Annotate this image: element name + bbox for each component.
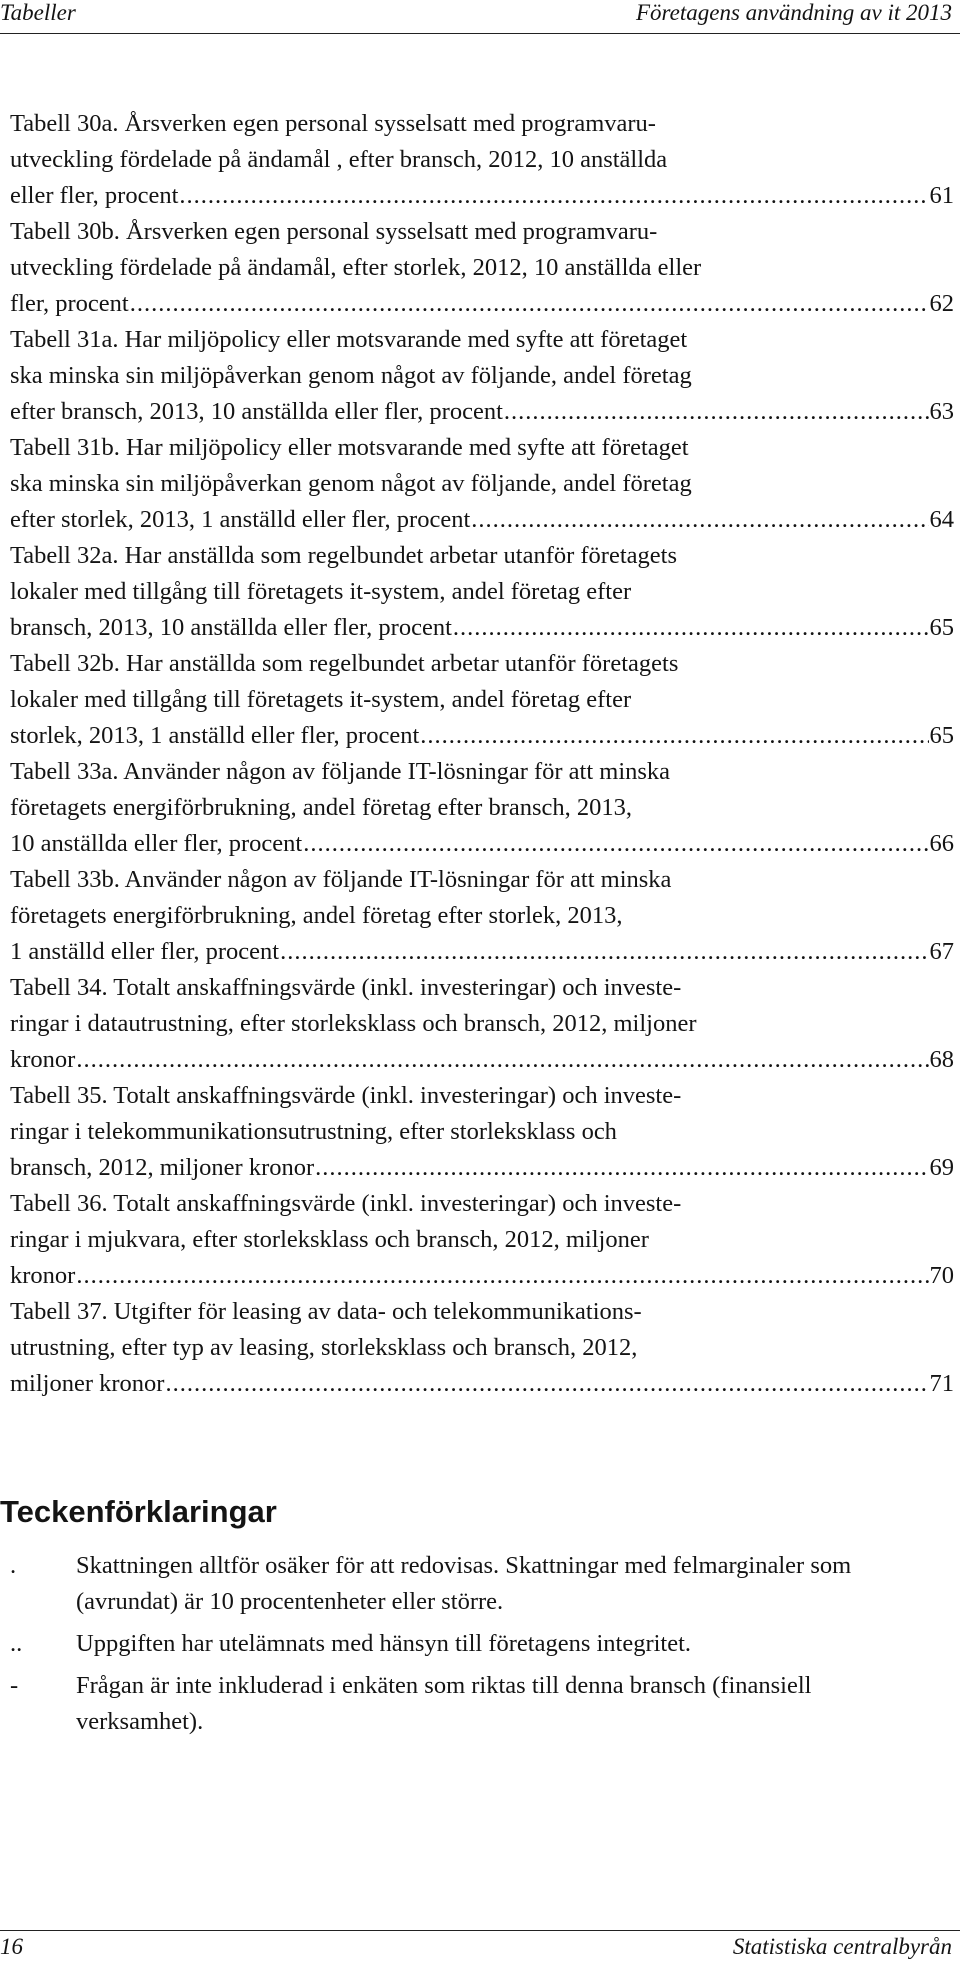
toc-entry-text: 10 anställda eller fler, procent (10, 830, 303, 857)
toc-entry-line: företagets energiförbrukning, andel företag efter storlek, 2013, (10, 902, 623, 929)
toc-entry-last-line (10, 826, 954, 862)
page-number: 16 (0, 1934, 23, 1959)
toc-entry-line: ska minska sin miljöpåverkan genom något av följande, andel företag (10, 362, 692, 389)
toc-entry-line: lokaler med tillgång till företagets it-system, andel företag efter (10, 578, 632, 605)
toc-entry-line: Tabell 32b. Har anställda som regelbundet arbetar utanför företagets (10, 650, 679, 677)
toc-entry-last-line (10, 1258, 954, 1294)
table-of-contents (10, 106, 954, 1402)
toc-entry[interactable] (10, 646, 954, 754)
toc-entry[interactable] (10, 430, 954, 538)
toc-entry-line: Tabell 33b. Använder någon av följande IT-lösningar för att minska (10, 866, 672, 893)
legend-title: Teckenförklaringar (0, 1494, 277, 1529)
legend-symbol: - (10, 1672, 19, 1699)
header-section-label: Tabeller (0, 0, 76, 25)
toc-dot-leader (179, 178, 928, 214)
toc-entry-text: fler, procent (10, 290, 129, 317)
toc-entry-line: utveckling fördelade på ändamål, efter storlek, 2012, 10 anställda eller (10, 254, 702, 281)
legend-description: Uppgiften har utelämnats med hänsyn till företagens integritet. (76, 1630, 692, 1657)
toc-entry-line: ringar i mjukvara, efter storleksklass och bransch, 2012, miljoner (10, 1226, 649, 1253)
toc-page-number[interactable]: 65 (929, 722, 954, 749)
toc-entry[interactable] (10, 214, 954, 322)
toc-dot-leader (165, 1366, 928, 1402)
toc-entry-line: Tabell 32a. Har anställda som regelbundet arbetar utanför företagets (10, 542, 677, 569)
toc-entry[interactable] (10, 862, 954, 970)
toc-page-number[interactable]: 65 (929, 614, 954, 641)
toc-dot-leader (471, 502, 928, 538)
toc-dot-leader (76, 1258, 928, 1294)
toc-dot-leader (76, 1042, 928, 1078)
toc-entry-text: kronor (10, 1262, 76, 1289)
page-footer (0, 1930, 960, 1969)
toc-entry-last-line (10, 394, 954, 430)
footer-publisher: Statistiska centralbyrån (732, 1934, 952, 1959)
header-publication-title: Företagens användning av it 2013 (636, 0, 952, 25)
toc-entry[interactable] (10, 322, 954, 430)
toc-entry-last-line (10, 178, 954, 214)
toc-entry-text: storlek, 2013, 1 anställd eller fler, procent (10, 722, 420, 749)
legend-symbol: .. (10, 1630, 23, 1657)
toc-entry-last-line (10, 610, 954, 646)
toc-dot-leader (130, 286, 929, 322)
toc-entry[interactable] (10, 538, 954, 646)
toc-page-number[interactable]: 68 (929, 1046, 954, 1073)
legend-item (10, 1668, 910, 1740)
toc-entry-line: ringar i datautrustning, efter storleksklass och bransch, 2012, miljoner (10, 1010, 697, 1037)
toc-entry[interactable] (10, 1078, 954, 1186)
toc-dot-leader (504, 394, 929, 430)
toc-dot-leader (453, 610, 929, 646)
toc-page-number[interactable]: 70 (929, 1262, 954, 1289)
toc-entry-text: efter storlek, 2013, 1 anställd eller fler, procent (10, 506, 471, 533)
toc-page-number[interactable]: 63 (929, 398, 954, 425)
toc-page-number[interactable]: 62 (929, 290, 954, 317)
toc-entry-line: lokaler med tillgång till företagets it-system, andel företag efter (10, 686, 632, 713)
legend-item (10, 1626, 910, 1662)
toc-entry[interactable] (10, 754, 954, 862)
toc-entry-line: Tabell 37. Utgifter för leasing av data- och telekommunikations- (10, 1298, 642, 1325)
toc-entry[interactable] (10, 1186, 954, 1294)
toc-entry-text: bransch, 2012, miljoner kronor (10, 1154, 315, 1181)
toc-entry-line: utveckling fördelade på ändamål , efter bransch, 2012, 10 anställda (10, 146, 668, 173)
toc-entry-line: Tabell 31a. Har miljöpolicy eller motsvarande med syfte att företaget (10, 326, 688, 353)
toc-page-number[interactable]: 61 (929, 182, 954, 209)
toc-entry-line: ringar i telekommunikationsutrustning, efter storleksklass och (10, 1118, 617, 1145)
toc-entry-text: miljoner kronor (10, 1370, 165, 1397)
toc-entry-last-line (10, 934, 954, 970)
toc-dot-leader (315, 1150, 928, 1186)
legend-description: Skattningen alltför osäker för att redovisas. Skattningar med felmarginaler som (avrundat) är 10 procentenheter eller större. (76, 1552, 852, 1615)
toc-page-number[interactable]: 71 (929, 1370, 954, 1397)
toc-entry-last-line (10, 1366, 954, 1402)
toc-dot-leader (303, 826, 928, 862)
toc-entry-line: Tabell 31b. Har miljöpolicy eller motsvarande med syfte att företaget (10, 434, 689, 461)
toc-entry-text: bransch, 2013, 10 anställda eller fler, procent (10, 614, 452, 641)
toc-entry-line: företagets energiförbrukning, andel företag efter bransch, 2013, (10, 794, 633, 821)
toc-entry[interactable] (10, 106, 954, 214)
toc-entry[interactable] (10, 970, 954, 1078)
toc-entry-line: Tabell 36. Totalt anskaffningsvärde (inkl. investeringar) och investe- (10, 1190, 682, 1217)
toc-entry[interactable] (10, 1294, 954, 1402)
toc-page-number[interactable]: 64 (929, 506, 954, 533)
toc-entry-line: utrustning, efter typ av leasing, storleksklass och bransch, 2012, (10, 1334, 638, 1361)
toc-entry-last-line (10, 1150, 954, 1186)
toc-entry-last-line (10, 286, 954, 322)
toc-entry-line: ska minska sin miljöpåverkan genom något av följande, andel företag (10, 470, 692, 497)
legend-list (10, 1548, 910, 1746)
toc-entry-line: Tabell 30b. Årsverken egen personal sysselsatt med programvaru- (10, 218, 658, 245)
legend-description: Frågan är inte inkluderad i enkäten som riktas till denna bransch (finansiell verksamhet). (76, 1672, 812, 1735)
toc-entry-last-line (10, 718, 954, 754)
toc-entry-line: Tabell 35. Totalt anskaffningsvärde (inkl. investeringar) och investe- (10, 1082, 682, 1109)
toc-entry-text: efter bransch, 2013, 10 anställda eller fler, procent (10, 398, 503, 425)
toc-dot-leader (420, 718, 928, 754)
toc-entry-last-line (10, 502, 954, 538)
toc-page-number[interactable]: 66 (929, 830, 954, 857)
header-rule (0, 33, 960, 34)
legend-item (10, 1548, 910, 1620)
toc-page-number[interactable]: 69 (929, 1154, 954, 1181)
toc-page-number[interactable]: 67 (929, 938, 954, 965)
toc-entry-text: kronor (10, 1046, 76, 1073)
page-header (0, 0, 960, 40)
toc-entry-line: Tabell 34. Totalt anskaffningsvärde (inkl. investeringar) och investe- (10, 974, 682, 1001)
toc-entry-text: 1 anställd eller fler, procent (10, 938, 280, 965)
toc-dot-leader (280, 934, 928, 970)
toc-entry-line: Tabell 30a. Årsverken egen personal sysselsatt med programvaru- (10, 110, 656, 137)
toc-entry-line: Tabell 33a. Använder någon av följande IT-lösningar för att minska (10, 758, 671, 785)
toc-entry-text: eller fler, procent (10, 182, 179, 209)
toc-entry-last-line (10, 1042, 954, 1078)
legend-symbol: . (10, 1552, 17, 1579)
